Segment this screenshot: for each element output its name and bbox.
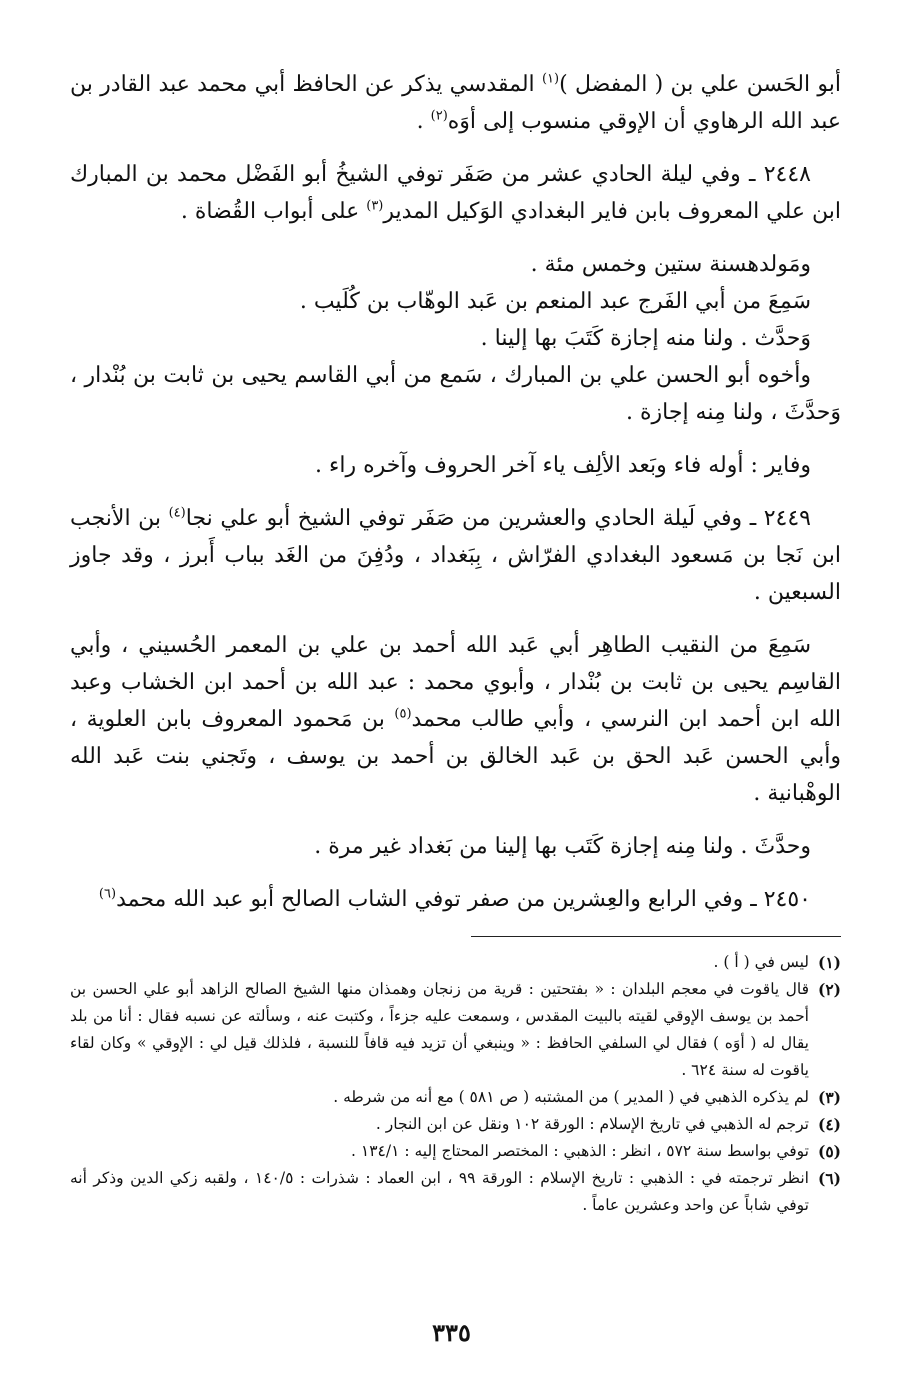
footnote-text: ترجم له الذهبي في تاريخ الإسلام : الورقة ١٠٢ ونقل عن ابن النجار . xyxy=(375,1115,809,1133)
footnote-text: لم يذكره الذهبي في ( المدير ) من المشتبه ( ص ٥٨١ ) مع أنه من شرطه . xyxy=(333,1088,809,1106)
entry-2449: ٢٤٤٩ ـ وفي لَيلة الحادي والعشرين من صَفَر توفي الشيخ أبو علي نجا$^{(٤)}$ بن الأنجب ابن نَجا بن مَسعود البغدادي الفرّاش ، بِبَغداد ، ودُفِنَ من الغَد بباب أَبرز ، وقد جاوز السبعين . xyxy=(70,505,841,605)
footnote-1 xyxy=(70,949,841,976)
footnote-3 xyxy=(70,1084,841,1111)
main-text xyxy=(70,66,841,918)
footnote-ref-4: (٤) xyxy=(168,505,186,521)
footnote-6 xyxy=(70,1165,841,1219)
paragraph-fayir: وفاير : أوله فاء وبَعد الألِف ياء آخر الحروف وآخره راء . xyxy=(315,453,811,478)
page-number: ٣٣٥ xyxy=(432,1318,471,1347)
footnote-number: (٥) xyxy=(817,1142,841,1161)
footnote-ref-6: (٦) xyxy=(98,886,117,902)
footnote-text: قال ياقوت في معجم البلدان : « بفتحتين : قرية من زنجان وهمذان منها الشيخ الصالح الزاهد أبو علي الحسن بن أحمد بن يوسف الإوقي لقيته بالبيت المقدس ، وسمعت عليه جزءاً ، وكتبت عنه ، وسألته عن نسبه فقال : أنا من بلد يقال له ( أوَه ) فقال لي السلفي الحافظ : « وينبغي أن تزيد فيه قافاً للنسبة ، فلذلك قيل لي : الإوقي » وكان لقاء ياقوت له سنة ٦٢٤ . xyxy=(70,980,809,1079)
entry-2448: ٢٤٤٨ ـ وفي ليلة الحادي عشر من صَفَر توفي الشيخُ أبو الفَضْل محمد بن المبارك ابن علي المعروف بابن فاير البغدادي الوَكيل المدير$^{(٣)}$ على أبواب القُضاة . xyxy=(70,162,841,224)
footnote-number: (١) xyxy=(817,953,841,972)
footnote-4 xyxy=(70,1111,841,1138)
footnotes xyxy=(70,949,841,1219)
footnote-text: انظر ترجمته في : الذهبي : تاريخ الإسلام : الورقة ٩٩ ، ابن العماد : شذرات : ١٤٠/٥ ، ولقبه زكي الدين وذكر أنه توفي شاباً عن واحد وعشرين عاماً . xyxy=(70,1169,809,1214)
footnote-number: (٢) xyxy=(817,980,841,999)
footnote-2 xyxy=(70,976,841,1084)
footnote-ref-5: (٥) xyxy=(394,706,412,722)
footnote-ref-2: (٢) xyxy=(430,108,448,124)
footnote-number: (٤) xyxy=(817,1115,841,1134)
footnote-text: توفي بواسط سنة ٥٧٢ ، انظر : الذهبي : المختصر المحتاج إليه : ١٣٤/١ . xyxy=(351,1142,809,1160)
footnote-text: ليس في ( أ ) . xyxy=(713,953,809,971)
paragraph-narrated: وَحدَّث . ولنا منه إجازة كَتَبَ بها إلينا . xyxy=(480,326,811,351)
paragraph-birth: ومَولدهسنة ستين وخمس مئة . xyxy=(530,252,811,277)
paragraph-heard: سَمِعَ من أبي الفَرج عبد المنعم بن عَبد الوهّاب بن كُلَيب . xyxy=(299,289,811,314)
footnote-ref-1: (١) xyxy=(541,71,560,87)
footnote-ref-3: (٣) xyxy=(366,198,384,214)
paragraph-ijaza: وحدَّثَ . ولنا مِنه إجازة كَتَب بها إلينا من بَغداد غير مرة . xyxy=(314,834,811,859)
paragraph-1: أبو الحَسن علي بن ( المفضل )$^{(١)}$ المقدسي يذكر عن الحافظ أبي محمد عبد القادر بن عبد الله الرهاوي أن الإوقي منسوب إلى أوَه$^{(٢)}$ . xyxy=(70,71,841,134)
footnote-number: (٣) xyxy=(817,1088,841,1107)
paragraph-teachers: سَمِعَ من النقيب الطاهِر أبي عَبد الله أحمد بن علي بن المعمر الحُسيني ، وأبي القاسِم يحيى بن ثابت بن بُنْدار ، وأبوي محمد : عبد الله بن أحمد ابن الخشاب وعبد الله ابن أحمد ابن النرسي ، وأبي طالب محمد$^{(٥)}$ بن مَحمود المعروف بابن العلوية ، وأبي الحسن عَبد الحق بن عَبد الخالق بن أحمد بن يوسف ، وتَجني بنت عَبد الله الوهْبانية . xyxy=(70,633,841,806)
footnote-separator xyxy=(471,936,841,937)
paragraph-brother: وأخوه أبو الحسن علي بن المبارك ، سَمع من أبي القاسم يحيى بن ثابت بن بُنْدار ، وَحدَّثَ ، ولنا مِنه إجازة . xyxy=(70,363,841,425)
footnote-5 xyxy=(70,1138,841,1165)
footnote-number: (٦) xyxy=(817,1169,841,1188)
entry-2450: ٢٤٥٠ ـ وفي الرابع والعِشرين من صفر توفي الشاب الصالح أبو عبد الله محمد$^{(٦)}$ xyxy=(98,886,811,912)
